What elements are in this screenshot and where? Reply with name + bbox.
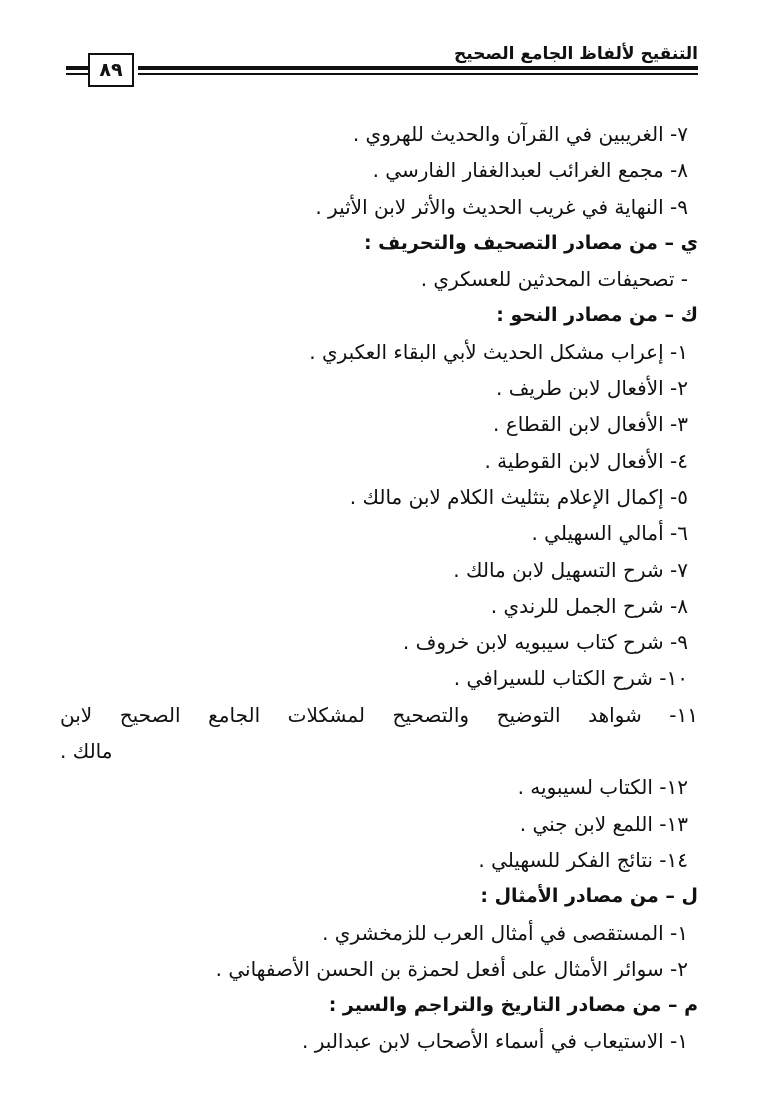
list-item: ١- الاستيعاب في أسماء الأصحاب لابن عبدالبر . [302,1029,688,1054]
list-item: ٦- أمالي السهيلي . [531,521,688,546]
list-item: ٣- الأفعال لابن القطاع . [493,412,688,437]
list-item: ٢- الأفعال لابن طريف . [496,376,688,401]
list-item: ٨- مجمع الغرائب لعبدالغفار الفارسي . [372,158,688,183]
list-item: ٢- سوائر الأمثال على أفعل لحمزة بن الحسن الأصفهاني . [215,956,688,981]
section-heading: ل – من مصادر الأمثال : [480,885,698,908]
section-heading: ي – من مصادر التصحيف والتحريف : [363,231,698,254]
list-item: ٥- إكمال الإعلام بتثليث الكلام لابن مالك . [349,484,688,509]
list-item: ١- إعراب مشكل الحديث لأبي البقاء العكبري . [309,339,688,364]
list-item: ٧- الغريبين في القرآن والحديث للهروي . [352,122,688,146]
section-heading: ك – من مصادر النحو : [496,304,698,327]
list-item: ٩- شرح كتاب سيبويه لابن خروف . [402,630,688,655]
header-rule-left [66,66,88,75]
page-body [60,116,698,1060]
list-item: ١١- شواهد التوضيح والتصحيح لمشكلات الجامع الصحيح لابن [60,702,698,727]
list-item: ٨- شرح الجمل للرندي . [490,593,688,618]
list-item: - تصحيفات المحدثين للعسكري . [420,267,688,292]
list-item: ٩- النهاية في غريب الحديث والأثر لابن الأثير . [315,194,688,219]
running-header-title: التنقيح لألفاظ الجامع الصحيح [454,44,698,64]
list-item: ١- المستقصى في أمثال العرب للزمخشري . [322,920,688,945]
list-item: ١٤- نتائج الفكر للسهيلي . [478,847,688,872]
list-item: ٤- الأفعال لابن القوطية . [484,448,688,473]
page-number: ٨٩ [88,53,134,87]
section-heading: م – من مصادر التاريخ والتراجم والسير : [328,994,698,1017]
list-item-continuation: مالك . [60,739,113,764]
header-rule [138,66,698,75]
list-item: ١٣- اللمع لابن جني . [519,811,688,836]
list-item: ١٢- الكتاب لسيبويه . [517,775,688,800]
list-item: ٧- شرح التسهيل لابن مالك . [453,557,688,582]
list-item: ١٠- شرح الكتاب للسيرافي . [453,666,688,691]
